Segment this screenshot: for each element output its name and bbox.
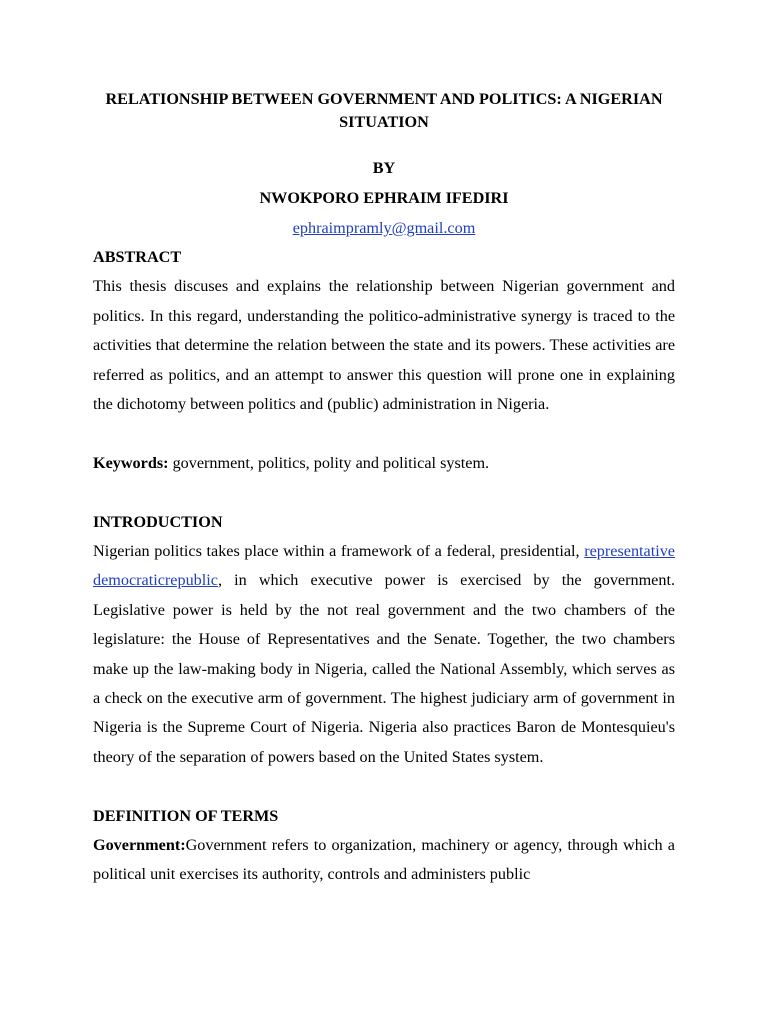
- document-page: [93, 88, 675, 890]
- document-title: RELATIONSHIP BETWEEN GOVERNMENT AND POLITICS: A NIGERIAN SITUATION: [105, 90, 663, 131]
- spacer: [93, 419, 675, 448]
- intro-text-before-link: Nigerian politics takes place within a framework of a federal, presidential,: [93, 542, 585, 561]
- abstract-text: This thesis discuses and explains the relationship between Nigerian government and politics. In this regard, understanding the politico-administrative synergy is traced to the activities that determine the relation between the state and its powers. These activities are referred as politics, and an attempt to answer this question will prone one in explaining the dichotomy between politics and (public) administration in Nigeria.: [93, 277, 675, 414]
- keywords-paragraph: [93, 449, 675, 478]
- spacer: [93, 772, 675, 801]
- introduction-heading: INTRODUCTION: [93, 512, 223, 531]
- keywords-text: government, politics, polity and political system.: [168, 453, 490, 472]
- email-line: [93, 213, 675, 243]
- keywords-label: Keywords:: [93, 453, 169, 472]
- definitions-heading: DEFINITION OF TERMS: [93, 806, 279, 825]
- author-email-link[interactable]: ephraimpramly@gmail.com: [292, 219, 476, 237]
- government-text: Government refers to organization, machinery or agency, through which a political unit exercises its authority, controls and administers public: [93, 836, 675, 884]
- author-name: NWOKPORO EPHRAIM IFEDIRI: [259, 189, 509, 207]
- spacer: [93, 478, 675, 507]
- abstract-heading: ABSTRACT: [93, 248, 182, 266]
- introduction-text: [93, 537, 675, 772]
- government-label: Government:: [93, 836, 186, 855]
- intro-text-after-link: , in which executive power is exercised by the government. Legislative power is held by the not real government and the two chambers of the legislature: the House of Representatives and the Senate. Together, the two chambers make up the law-making body in Nigeria, called the National Assembly, which serves as a check on the executive arm of government. The highest judiciary arm of government in Nigeria is the Supreme Court of Nigeria. Nigeria also practices Baron de Montesquieu's theory of the separation of powers based on the United States system.: [93, 571, 675, 766]
- byline-label: BY: [372, 159, 396, 177]
- representative-democratic-republic-link[interactable]: representative democraticrepublic: [93, 542, 675, 590]
- government-definition: [93, 831, 675, 890]
